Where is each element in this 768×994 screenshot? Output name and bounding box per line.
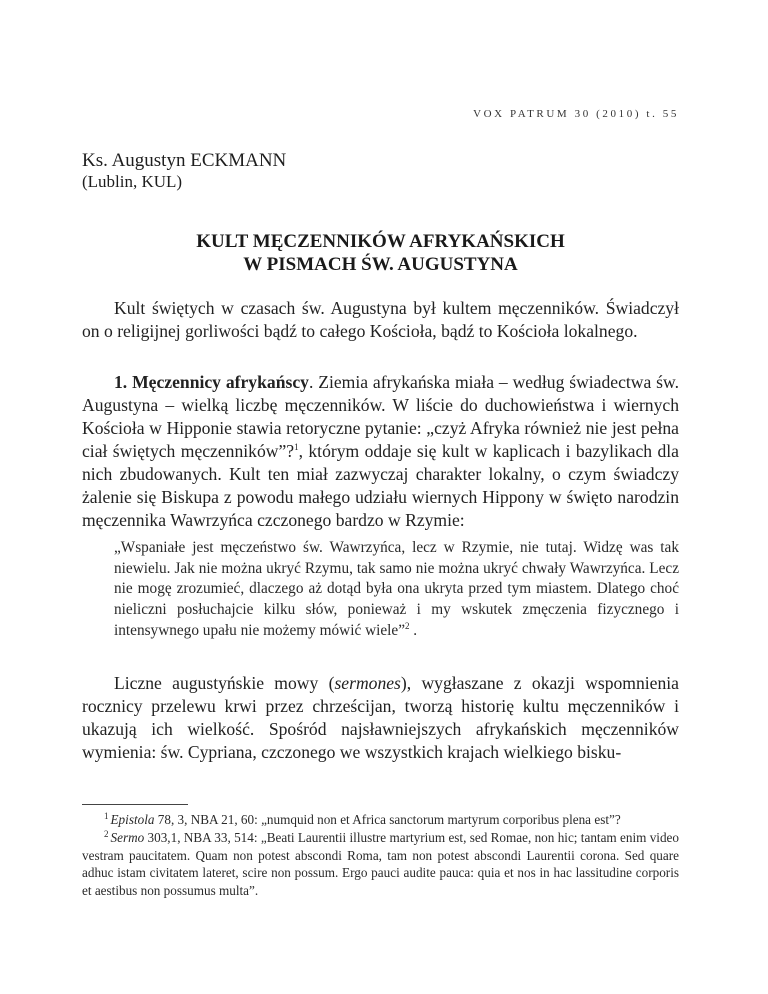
- footnote-ref-1: 1: [294, 442, 299, 453]
- section-2-text-start: Liczne augustyńskie mowy (: [114, 673, 335, 693]
- footnote-1: [82, 811, 679, 829]
- footnote-1-number: 1: [104, 810, 109, 821]
- block-quote-end: .: [409, 621, 418, 639]
- section-1-text-start: . Ziemia afrykańska miała – według świadectwa św. Augustyna – wielką liczbę męczenników. W liście do duchowieństwa i wiernych Kościoła w Hipponie stawia retoryczne pytanie: „czyż Afryka również nie jest pełna ciał świętych męczenników”?: [82, 372, 679, 461]
- section-1-text-end: , którym oddaje się kult w kaplicach i bazylikach dla nich zbudowanych. Kult ten miał zazwyczaj charakter lokalny, o czym świadczy żalenie się Biskupa z powodu małego udziału wiernych Hippony w święto narodzin męczennika Wawrzyńca czczonego bardzo w Rzymie:: [82, 441, 679, 530]
- footnote-1-work: Epistola: [110, 812, 155, 827]
- article-title-line-1: KULT MĘCZENNIKÓW AFRYKAŃSKICH: [196, 231, 565, 252]
- block-quote: [114, 538, 679, 642]
- section-1-paragraph: [82, 371, 679, 532]
- intro-paragraph: Kult świętych w czasach św. Augustyna był kultem męczenników. Świadczył on o religijnej gorliwości bądź to całego Kościoła, bądź to Kościoła lokalnego.: [82, 298, 679, 341]
- running-header: VOX PATRUM 30 (2010) t. 55: [473, 108, 679, 120]
- section-2-paragraph: [82, 672, 679, 764]
- author-name: Ks. Augustyn ECKMANN: [82, 150, 287, 171]
- section-1-heading: 1. Męczennicy afrykańscy: [114, 372, 309, 392]
- footnote-1-text: 78, 3, NBA 21, 60: „numquid non et Africa sanctorum martyrum corporibus plena est”?: [154, 812, 621, 827]
- footnote-2-text: 303,1, NBA 33, 514: „Beati Laurentii illustre martyrium est, sed Romae, non hic; tantam enim video vestram paucitatem. Quam non potest abscondi Roma, tam non potest abscondi Laurentii corona. Sed quare adhuc istam civitatem lateret, scire non possum. Ergo pauci audite pauca: quia et nos in hac lassitudine corporis et aestibus non possumus multa”.: [82, 830, 679, 898]
- footnote-2-number: 2: [104, 828, 109, 839]
- footnote-2: [82, 829, 679, 899]
- footnote-divider: [82, 804, 188, 805]
- footnote-2-work: Sermo: [110, 830, 145, 845]
- sermones-term: sermones: [334, 673, 401, 693]
- footnote-ref-2: 2: [404, 620, 410, 631]
- author-affiliation: (Lublin, KUL): [82, 172, 183, 191]
- block-quote-text: „Wspaniałe jest męczeństwo św. Wawrzyńca, lecz w Rzymie, nie tutaj. Widzę was tak niewielu. Jak nie można ukryć Rzymu, tak samo nie można ukryć chwały Wawrzyńca. Lecz nie mogę zrozumieć, dlaczego aż dotąd była ona ukryta przed tym miastem. Dlatego choć nieliczni posłuchajcie kilku słów, ponieważ i my wskutek zmęczenia fizycznego i intensywnego upału nie możemy mówić wiele”: [114, 539, 679, 639]
- article-title: [82, 230, 679, 276]
- section-2-text-end: ), wygłaszane z okazji wspomnienia rocznicy przelewu krwi przez chrześcijan, tworzą historię kultu męczenników i ukazują ich wielkość. Spośród najsławniejszych afrykańskich męczenników wymienia: św. Cypriana, czczonego we wszystkich krajach wielkiego bisku-: [82, 673, 679, 762]
- article-title-line-2: W PISMACH ŚW. AUGUSTYNA: [243, 254, 518, 275]
